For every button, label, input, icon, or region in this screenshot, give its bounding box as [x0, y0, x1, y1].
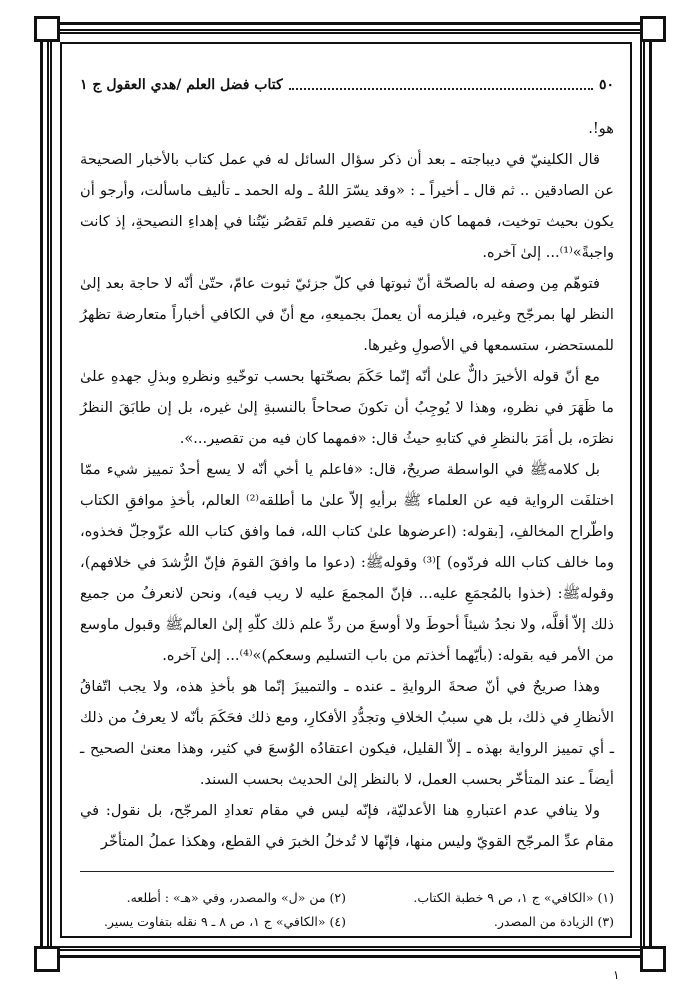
frame-corner-ornament [34, 16, 60, 42]
page-number: ٥٠ [598, 77, 614, 93]
footnote: (١) «الكافي» ج ١، ص ٩ خطبة الكتاب. [413, 890, 614, 905]
page-mark: ١ [613, 968, 620, 982]
frame-corner-ornament [640, 946, 666, 972]
page-content [80, 74, 614, 934]
footnotes [80, 886, 614, 934]
header-leader-dots [289, 80, 593, 90]
footnote: (٣) الزيادة من المصدر. [493, 914, 614, 929]
paragraph: قال الكلينيّ في ديباجته ـ بعد أن ذكر سؤال السائل له في عمل كتاب بالأخبار الصحيحة عن الصادقين .. ثم قال ـ أخيراً ـ : «وقد يسّرَ اللهُ ـ وله الحمد ـ تأليف ماسألت، وأرجو أن يكون بحيث توخيت، فمهما كان فيه من تقصير فلم تَقصُر نيّتُنا في إهداءِ النصيحةِ، إذ كانت واجبةً»⁽¹⁾... إلىٰ آخره. [80, 151, 614, 261]
footnote: (٢) من «ل» والمصدر، وفي «هـ» : أطلعه. [126, 890, 346, 905]
footnote-separator [80, 871, 614, 872]
main-text [80, 113, 614, 857]
frame-corner-ornament [34, 946, 60, 972]
paragraph: فتوهّم مِن وصفه له بالصحّة أنّ ثبوتها في كلّ جزئيّ ثبوت عامّ، حتّىٰ أنّه لا حاجة بعد إلىٰ النظر لها بمرجّح وغيره، فيلزمه أن يعملَ بجميعهِ، مع أنّ في الكافي أخباراً متعارضة تظهرُ للمستحضر، ستسمعها في الأصولِ وغيرها. [80, 275, 614, 354]
paragraph: مع أنّ قوله الأخيرَ دالٌّ علىٰ أنّه إنّما حَكَمَ بصحّتها بحسب توخّيهِ ونظرهِ وبذلِ جهدهِ علىٰ ما ظَهَرَ في نظرهِ، وهذا لا يُوجِبُ أن تكونَ صحاحاً بالنسبةِ إلىٰ غيره، بل إن طابَقَ النظرُ نظرَه، بل أمَرَ بالنظرِ في كتابهِ حيثُ قال: «فمهما كان فيه من تقصير...». [80, 368, 614, 447]
paragraph: وهذا صريحٌ في أنّ صحةَ الروايةِ ـ عنده ـ والتمييزَ إنّما هو بأخذِ هذه، ولا يجب اتّفاقُ الأنظارِ في ذلك، بل هي سببُ الخلافِ وتجدُّدِ الأفكارِ، ومع ذلك فحَكَمَ بأنّه لا يعرفُ من ذلك ـ أي تمييز الرواية بهذه ـ إلاّ القليل، فيكون اعتقادُه الوُسعَ في كثير، وهذا معنىٰ الصحيح ـ أيضاً ـ عند المتأخّر بحسب العمل، لا بالنظر إلىٰ الحديث بحسب السند. [80, 678, 614, 788]
frame-corner-ornament [640, 16, 666, 42]
paragraph: ولا ينافي عدم اعتبارهِ هنا الأعدليّة، فإنّه ليس في مقام تعدادِ المرجّح، بل نقول: في مقام عدِّ المرجّح القويّ وليس منها، فإنّها لا تُدخلُ الخبرَ في القطع، وهكذا عملُ المتأخّر [80, 802, 614, 850]
paragraph: هو!. [588, 120, 614, 137]
paragraph: بل كلامهﷺ في الواسطة صريحٌ، قال: «فاعلم يا أخي أنّه لا يسع أحدٌ تمييز شيء ممّا اختلفَت الرواية فيه عن العلماء ﷺ برأيهِ إلاّ علىٰ ما أطلقه⁽²⁾ العالم، بأخذِ موافقِ الكتاب واطّراح المخالفِ، [بقوله: (اعرضوها علىٰ كتاب الله، فما وافق كتاب الله عزّوجلّ فخذوه، وما خالف كتاب الله فردّوه) ]⁽³⁾ وقولهﷺ: (دعوا ما وافقَ القومَ فإنّ الرُّشدَ في خلافهم)، وقولهﷺ: (خذوا بالمُجمَعِ عليه... فإنّ المجمعَ عليه لا ريب فيه)، ونحن لانعرفُ من جميع ذلك إلاّ أقلَّه، ولا نجدُ شيئاً أحوطَ ولا أوسعَ من ردِّ علم ذلك كلّهِ إلىٰ العالمﷺ وقبول ماوسع من الأمر فيه بقوله: (بأيّهما أخذتم من باب التسليم وسعكم)»⁽⁴⁾... إلىٰ آخره. [80, 461, 614, 664]
footnote: (٤) «الكافي» ج ١، ص ٨ ـ ٩ نقله بتفاوت يسير. [103, 914, 346, 929]
book-title: كتاب فضل العلم /هدي العقول ج ١ [80, 77, 283, 93]
running-header [80, 74, 614, 97]
